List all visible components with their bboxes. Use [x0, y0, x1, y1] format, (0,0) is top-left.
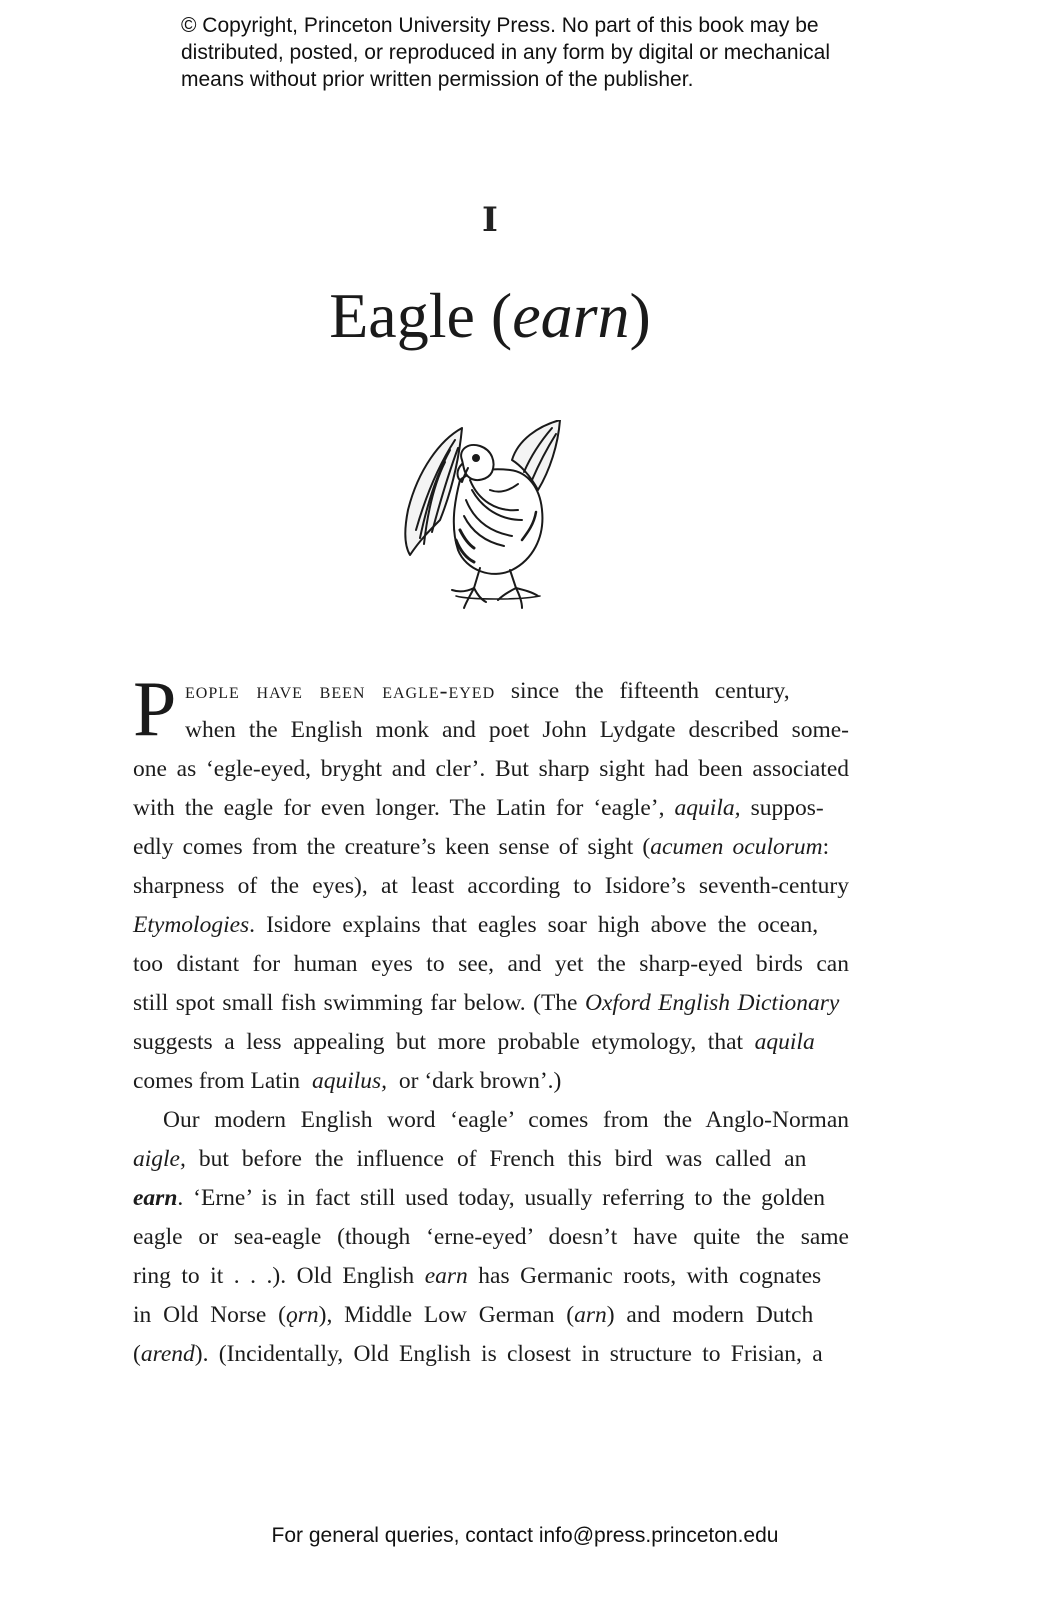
text-line	[133, 984, 849, 1023]
italic-term: aquila	[754, 1029, 815, 1055]
italic-term: aquila,	[674, 795, 741, 821]
text-fragment: since the fifteenth century,	[495, 678, 790, 704]
text-fragment: comes from Latin	[133, 1068, 306, 1094]
text-fragment: or ‘dark brown’.)	[393, 1068, 562, 1094]
italic-term: Etymologies	[133, 912, 250, 938]
text-fragment: ring to it . . .). Old English	[133, 1263, 425, 1289]
chapter-title-italic: earn	[512, 280, 630, 351]
text-line	[133, 789, 849, 828]
text-fragment	[133, 1302, 813, 1328]
chapter-title-main: Eagle	[329, 280, 475, 351]
text-line	[133, 1140, 849, 1179]
headword: earn	[133, 1185, 178, 1211]
text-line: too distant for human eyes to see, and yet the sharp-eyed birds can	[133, 951, 849, 977]
text-fragment: edly comes from the creature’s keen sense of sight (	[133, 834, 651, 860]
text-fragment: suppos-	[740, 795, 824, 821]
text-fragment	[133, 795, 824, 821]
text-line	[133, 1296, 849, 1335]
italic-term: aigle,	[133, 1146, 186, 1172]
text-fragment: ). (Incidentally, Old English is closest in structure to Frisian, a	[194, 1341, 823, 1367]
chapter-number: I	[482, 200, 498, 240]
copyright-line: means without prior written permission of the publisher.	[181, 68, 694, 91]
text-fragment	[185, 678, 790, 704]
text-fragment: with the eagle for even longer. The Latin for ‘eagle’,	[133, 795, 675, 821]
text-fragment: ), Middle Low German (	[318, 1302, 575, 1328]
text-fragment: still spot small fish swimming far below. (The	[133, 990, 585, 1016]
footer-contact: For general queries, contact info@press.princeton.edu	[271, 1524, 779, 1547]
chapter-title-paren-close: )	[629, 280, 651, 351]
text-line	[133, 1257, 849, 1296]
text-fragment	[133, 1341, 823, 1367]
text-fragment	[133, 1263, 821, 1289]
text-line: eagle or sea-eagle (though ‘erne-eyed’ doesn’t have quite the same	[133, 1224, 849, 1250]
italic-term: acumen oculorum	[650, 834, 823, 860]
text-line: one as ‘egle-eyed, bryght and cler’. But sharp sight had been associated	[133, 756, 849, 782]
eagle-engraving-icon	[400, 420, 580, 610]
text-fragment: in Old Norse (	[133, 1302, 286, 1328]
text-fragment: . Isidore explains that eagles soar high above the ocean,	[249, 912, 819, 938]
text-fragment: ) and modern Dutch	[606, 1302, 814, 1328]
text-line	[133, 1335, 849, 1374]
text-line	[133, 1023, 849, 1062]
text-line: Our modern English word ‘eagle’ comes from the Anglo-Norman	[163, 1107, 849, 1133]
text-line: sharpness of the eyes), at least according to Isidore’s seventh-century	[133, 873, 849, 899]
text-fragment	[133, 1062, 567, 1101]
text-line	[133, 828, 849, 867]
chapter-title	[0, 280, 980, 352]
text-fragment: :	[822, 834, 830, 860]
text-fragment	[133, 1029, 815, 1055]
text-fragment	[133, 1185, 825, 1211]
text-line: when the English monk and poet John Lydgate described some-	[185, 717, 849, 743]
text-fragment	[133, 834, 829, 860]
italic-term: Oxford English Dictionary	[584, 990, 840, 1016]
text-fragment	[133, 990, 839, 1016]
chapter-title-paren-open: (	[474, 280, 513, 351]
italic-term: aquilus,	[311, 1068, 388, 1094]
text-fragment	[133, 1146, 806, 1172]
body-text	[133, 665, 849, 1374]
drop-cap: P	[133, 665, 177, 752]
opening-smallcaps: eople have been eagle-eyed	[185, 678, 496, 704]
text-fragment: has Germanic roots, with cognates	[467, 1263, 822, 1289]
text-fragment: (	[133, 1341, 141, 1367]
text-line	[133, 1062, 849, 1101]
text-line	[133, 1179, 849, 1218]
text-fragment: but before the influence of French this bird was called an	[185, 1146, 807, 1172]
italic-term: arend	[140, 1341, 195, 1367]
copyright-line: distributed, posted, or reproduced in any form by digital or mechanical	[181, 41, 831, 64]
text-line	[133, 672, 849, 711]
copyright-line: © Copyright, Princeton University Press. No part of this book may be	[181, 14, 819, 37]
text-fragment: . ‘Erne’ is in fact still used today, usually referring to the golden	[177, 1185, 826, 1211]
text-line	[133, 906, 849, 945]
italic-term: arn	[574, 1302, 607, 1328]
text-fragment	[133, 912, 818, 938]
text-fragment: suggests a less appealing but more probable etymology, that	[133, 1029, 755, 1055]
copyright-notice	[181, 12, 901, 93]
italic-term: earn	[424, 1263, 468, 1289]
italic-term: ǫrn	[285, 1302, 319, 1328]
